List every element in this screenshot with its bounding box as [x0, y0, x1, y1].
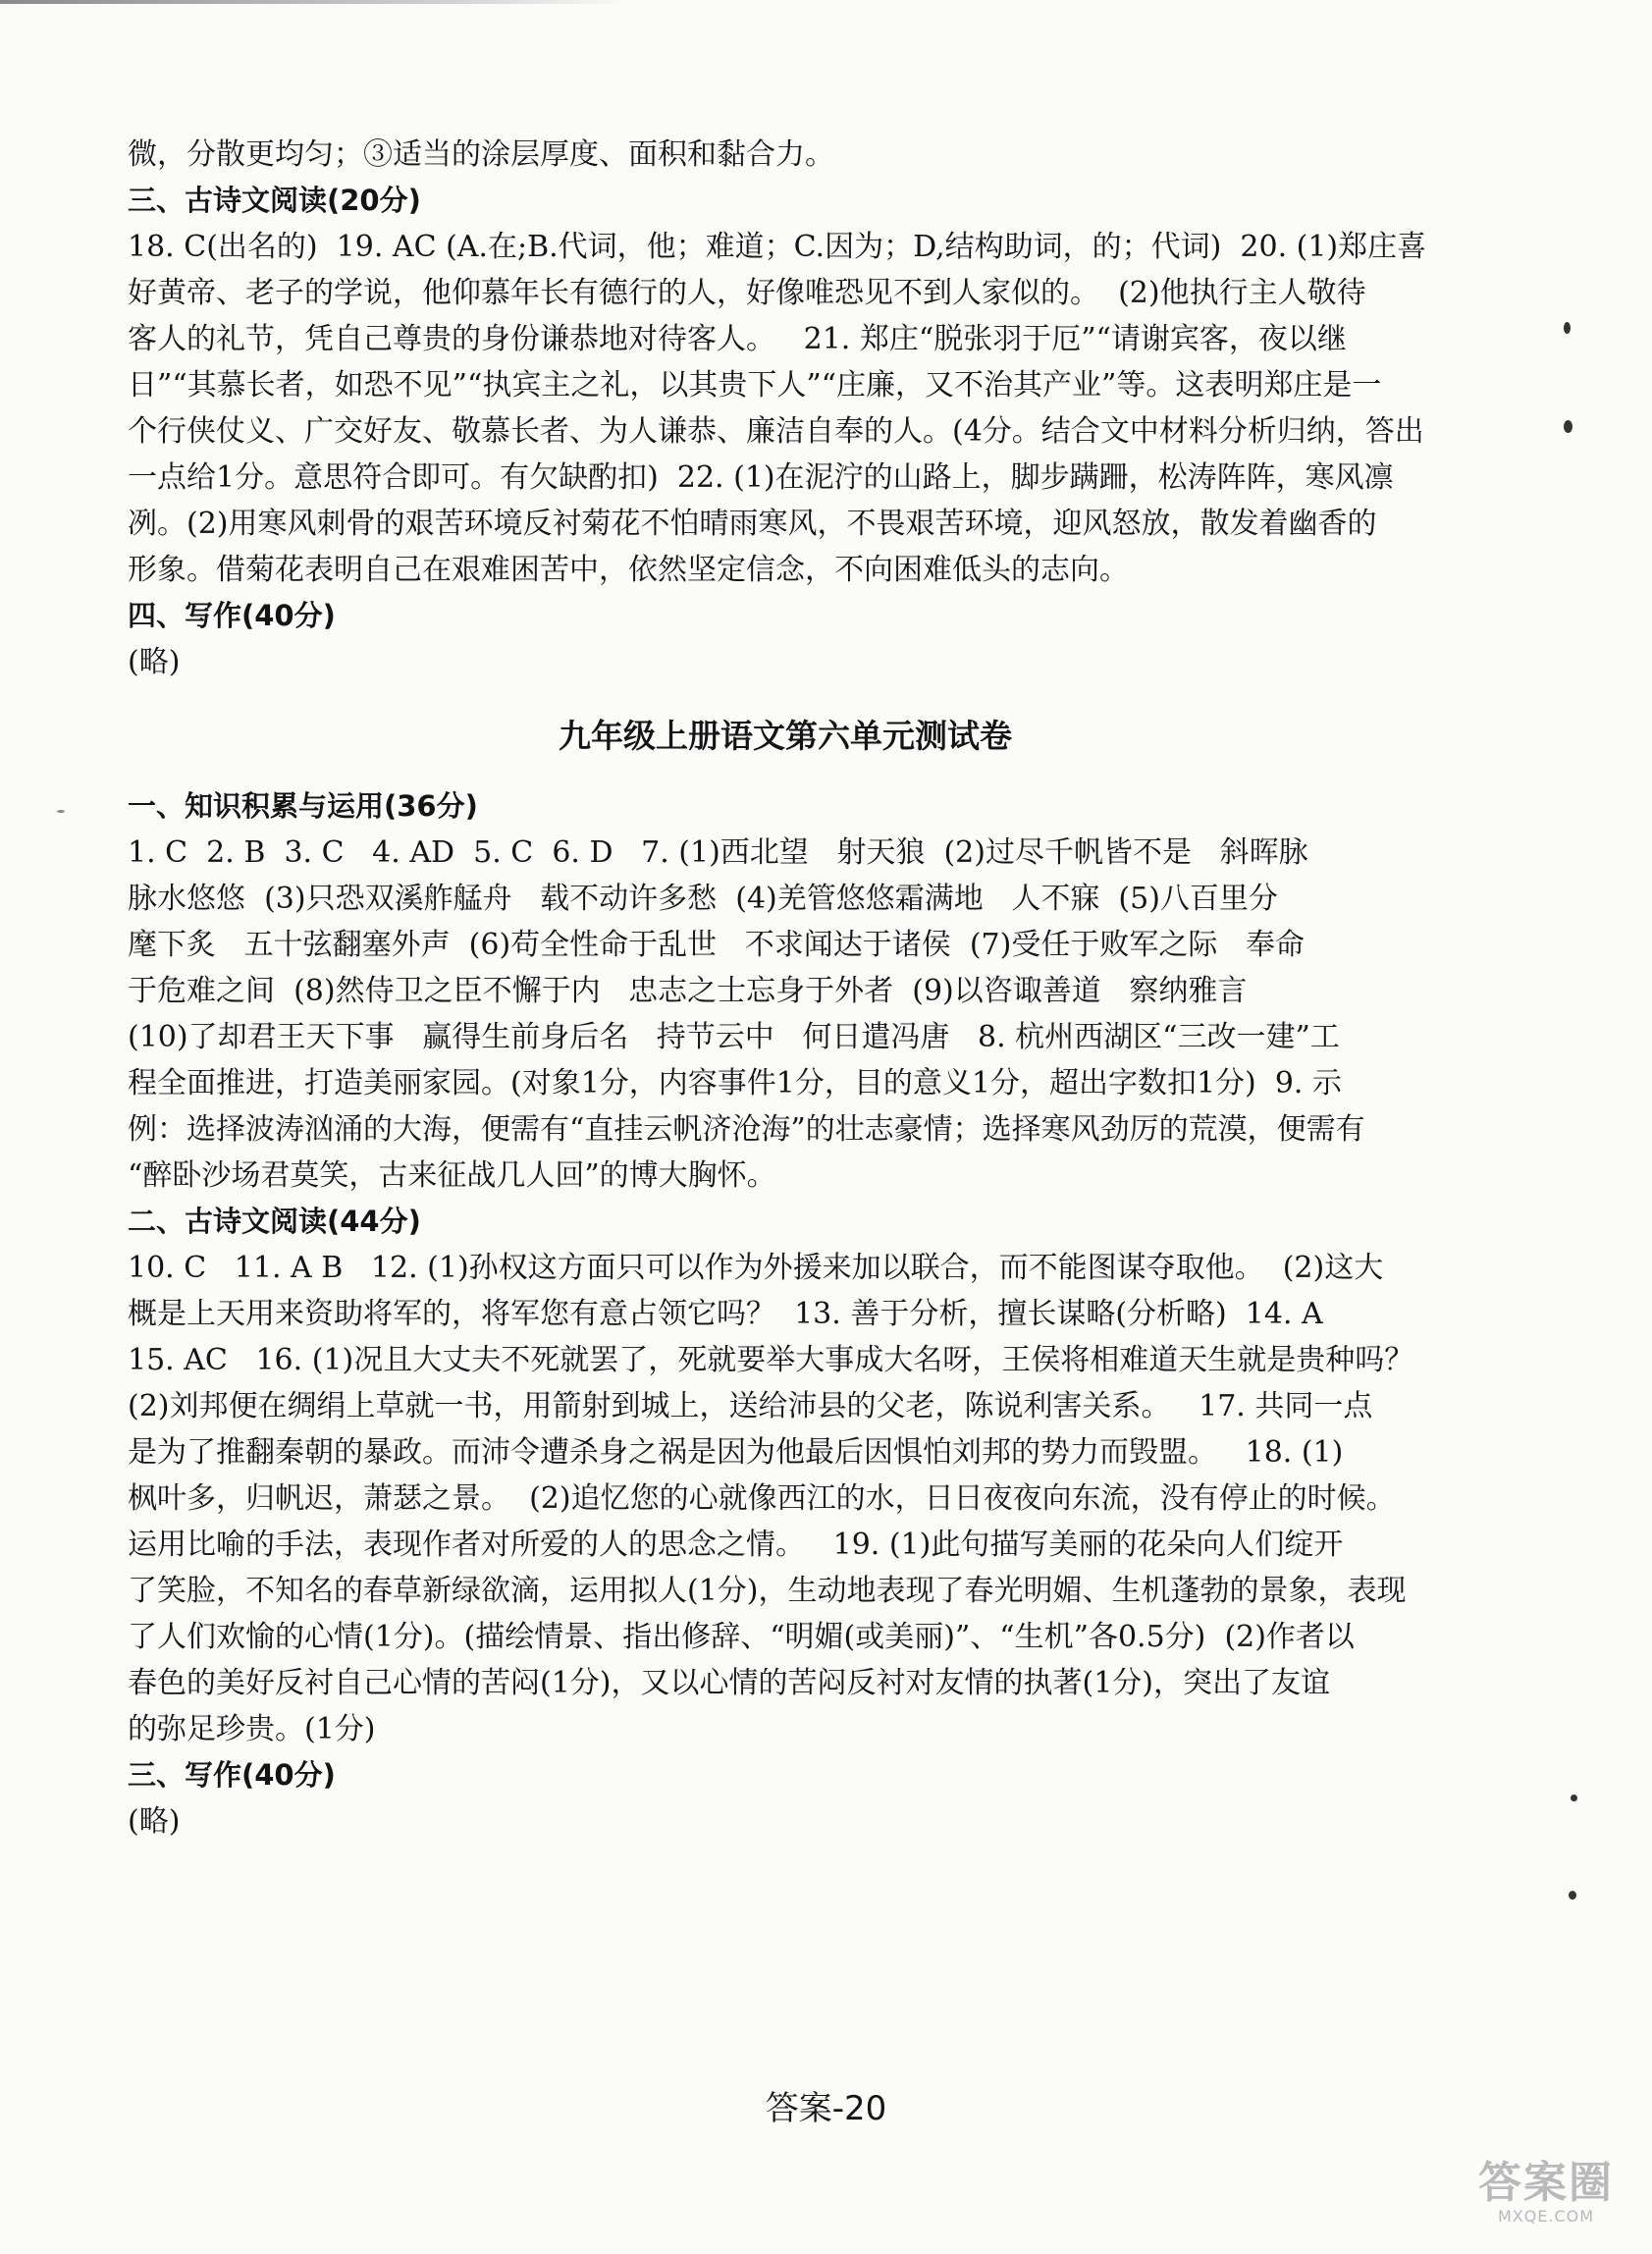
text-line: 例：选择波涛汹涌的大海，便需有“直挂云帆济沧海”的壮志豪情；选择寒风劲厉的荒漠，便需有	[128, 1112, 1365, 1147]
text-line: 了人们欢愉的心情(1分)。(描绘情景、指出修辞、“明媚(或美丽)”、“生机”各0.5分) (2)作者以	[128, 1620, 1355, 1654]
text-line: 一点给1分。意思符合即可。有欠缺酌扣) 22. (1)在泥泞的山路上，脚步蹒跚，松涛阵阵，寒风凛	[128, 460, 1394, 495]
text-line: 了笑脸，不知名的春草新绿欲滴，运用拟人(1分)，生动地表现了春光明媚、生机蓬勃的景象，表现	[128, 1574, 1407, 1608]
text-line: 是为了推翻秦朝的暴政。而沛令遭杀身之祸是因为他最后因惧怕刘邦的势力而毁盟。 18. (1)	[128, 1435, 1344, 1470]
text-line: 枫叶多，归帆迟，萧瑟之景。 (2)追忆您的心就像西江的水，日日夜夜向东流，没有停止的时候。	[128, 1481, 1396, 1516]
text-line: 的弥足珍贵。(1分)	[128, 1712, 376, 1746]
text-line: 春色的美好反衬自己心情的苦闷(1分)，又以心情的苦闷反衬对友情的执著(1分)，突出了友谊	[128, 1666, 1330, 1700]
text-line: 10. C 11. A B 12. (1)孙权这方面只可以作为外援来加以联合，而不能图谋夺取他。 (2)这大	[128, 1251, 1384, 1285]
text-line: 运用比喻的手法，表现作者对所爱的人的思念之情。 19. (1)此句描写美丽的花朵向人们绽开	[128, 1528, 1344, 1562]
scan-speck	[1571, 1795, 1577, 1801]
scan-speck	[1569, 1891, 1576, 1900]
text-line: 程全面推进，打造美丽家园。(对象1分，内容事件1分，目的意义1分，超出字数扣1分) 9. 示	[128, 1066, 1342, 1100]
watermark-url: MXQE.COM	[1497, 2207, 1595, 2226]
section-heading: 二、古诗文阅读(44分)	[128, 1205, 421, 1238]
section-heading: 四、写作(40分)	[128, 599, 336, 632]
text-line: 1. C 2. B 3. C 4. AD 5. C 6. D 7. (1)西北望 射天狼 (2)过尽千帆皆不是 斜晖脉	[128, 835, 1308, 870]
text-line: 麾下炙 五十弦翻塞外声 (6)苟全性命于乱世 不求闻达于诸侯 (7)受任于败军之际 奉命	[128, 928, 1305, 962]
text-line: 形象。借菊花表明自己在艰难困苦中，依然坚定信念，不向困难低头的志向。	[128, 553, 1129, 587]
answer-page	[128, 132, 1443, 1845]
text-line: (略)	[128, 645, 181, 679]
text-line: 概是上天用来资助将军的，将军您有意占领它吗？ 13. 善于分析，擅长谋略(分析略) 14. A	[128, 1297, 1323, 1331]
text-line: 日”“其慕长者，如恐不见”“执宾主之礼，以其贵下人”“庄廉，又不治其产业”等。这表明郑庄是一	[128, 368, 1382, 402]
watermark-logo	[1467, 2160, 1625, 2228]
scan-speck	[1564, 322, 1571, 334]
scan-edge	[0, 0, 628, 4]
text-line: 好黄帝、老子的学说，他仰慕年长有德行的人，好像唯恐见不到人家似的。 (2)他执行主人敬待	[128, 276, 1366, 310]
scan-speck	[57, 810, 65, 813]
text-line: (10)了却君王天下事 赢得生前身后名 持节云中 何日遣冯唐 8. 杭州西湖区“三改一建”工	[128, 1020, 1340, 1054]
text-line: 脉水悠悠 (3)只恐双溪舴艋舟 载不动许多愁 (4)羌管悠悠霜满地 人不寐 (5)八百里分	[128, 882, 1278, 916]
text-line: (略)	[128, 1804, 181, 1839]
text-line: “醉卧沙场君莫笑，古来征战几人回”的博大胸怀。	[128, 1158, 776, 1193]
test-title: 九年级上册语文第六单元测试卷	[559, 717, 1012, 755]
section-heading: 一、知识积累与运用(36分)	[128, 789, 478, 823]
text-line: 18. C(出名的) 19. AC (A.在;B.代词，他；难道；C.因为；D,结构助词，的；代词) 20. (1)郑庄喜	[128, 230, 1427, 264]
text-line: 微，分散更均匀；③适当的涂层厚度、面积和黏合力。	[128, 137, 834, 172]
text-line: (2)刘邦便在绸绢上草就一书，用箭射到城上，送给沛县的父老，陈说利害关系。 17. 共同一点	[128, 1389, 1373, 1423]
watermark-text: 答案圈	[1478, 2158, 1614, 2208]
text-line: 冽。(2)用寒风刺骨的艰苦环境反衬菊花不怕晴雨寒风，不畏艰苦环境，迎风怒放，散发着幽香的	[128, 507, 1377, 541]
text-line: 个行侠仗义、广交好友、敬慕长者、为人谦恭、廉洁自奉的人。(4分。结合文中材料分析归纳，答出	[128, 414, 1424, 449]
section-heading: 三、古诗文阅读(20分)	[128, 184, 421, 217]
section-heading: 三、写作(40分)	[128, 1758, 336, 1792]
page-number: 答案-20	[765, 2089, 887, 2128]
text-line: 客人的礼节，凭自己尊贵的身份谦恭地对待客人。 21. 郑庄“脱张羽于厄”“请谢宾客，夜以继	[128, 322, 1347, 356]
text-line: 15. AC 16. (1)况且大丈夫不死就罢了，死就要举大事成大名呀，王侯将相难道天生就是贵种吗？	[128, 1343, 1414, 1377]
text-line: 于危难之间 (8)然侍卫之臣不懈于内 忠志之士忘身于外者 (9)以咨诹善道 察纳雅言	[128, 974, 1248, 1008]
scan-speck	[1564, 420, 1572, 433]
